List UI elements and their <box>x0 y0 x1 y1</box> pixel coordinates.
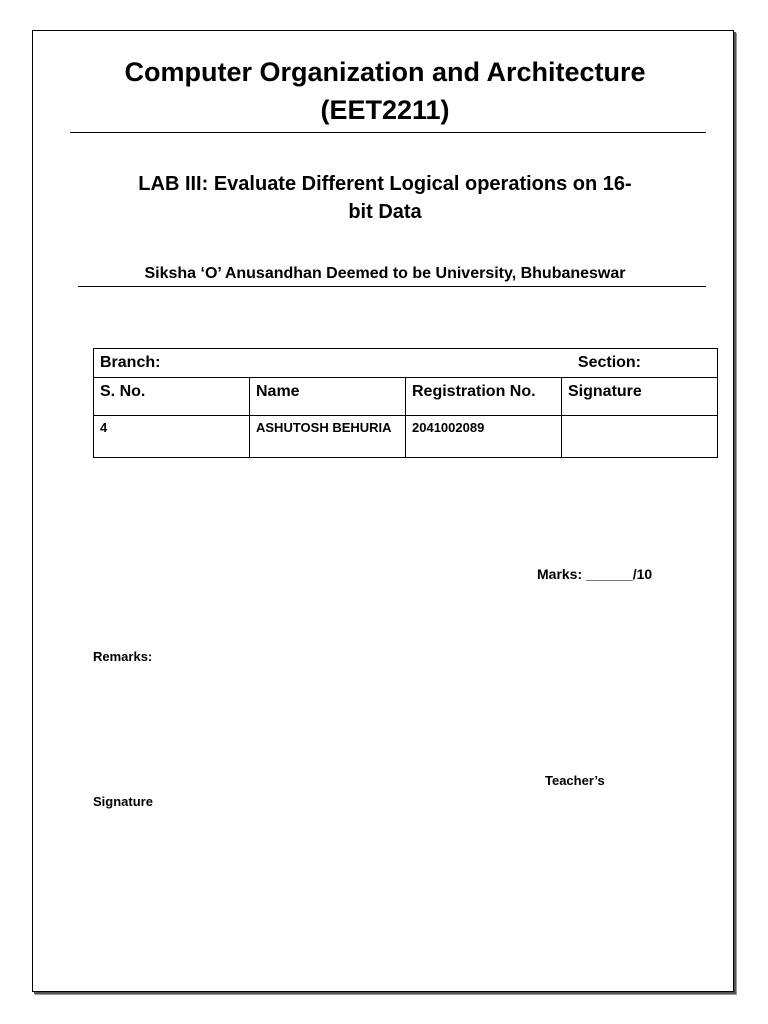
lab-title: LAB III: Evaluate Different Logical operations on 16- <box>138 173 632 195</box>
signature-label: Signature <box>93 794 153 809</box>
university-name: Siksha ‘O’ Anusandhan Deemed to be University, Bhubaneswar <box>144 265 626 282</box>
branch-label: Branch: <box>100 354 161 371</box>
marks-field: Marks: ______/10 <box>537 566 653 582</box>
course-title: Computer Organization and Architecture <box>124 57 646 87</box>
table-column-headers <box>94 378 718 416</box>
course-code: (EET2211) <box>320 95 450 125</box>
cell-registration: 2041002089 <box>406 416 562 458</box>
remarks-label: Remarks: <box>93 649 153 664</box>
column-header-sno: S. No. <box>94 378 250 416</box>
teacher-label: Teacher’s <box>545 773 605 788</box>
university-underline <box>78 286 706 287</box>
branch-section-cell <box>94 349 718 378</box>
table-row <box>94 416 718 458</box>
student-info-table <box>93 348 718 458</box>
column-header-signature: Signature <box>562 378 718 416</box>
cell-signature <box>562 416 718 458</box>
lab-title-continued: bit Data <box>348 201 422 223</box>
cell-sno: 4 <box>94 416 250 458</box>
cell-name: ASHUTOSH BEHURIA <box>250 416 406 458</box>
table-header-row <box>94 349 718 378</box>
column-header-registration: Registration No. <box>406 378 562 416</box>
column-header-name: Name <box>250 378 406 416</box>
title-divider <box>70 132 706 133</box>
section-label: Section: <box>577 354 642 371</box>
